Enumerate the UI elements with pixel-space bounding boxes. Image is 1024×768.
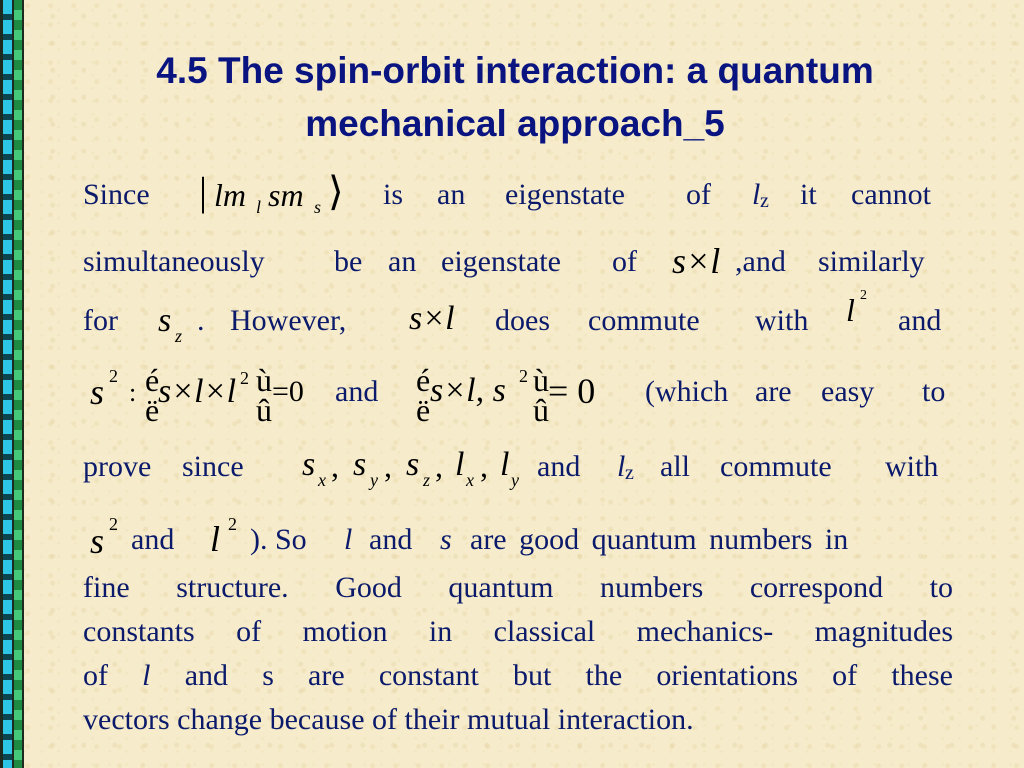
para-line-4: vectors change because of their mutual interaction. <box>83 703 694 736</box>
l2-symbol-2: l <box>210 519 221 559</box>
sy-sub: y <box>370 470 378 490</box>
commutator-1-expr: s×l×l <box>158 373 237 410</box>
lz-symbol-2: l <box>617 450 626 483</box>
word-it: it <box>800 178 817 211</box>
commutator-2-expr: s×l, s <box>430 372 506 409</box>
word-all: all <box>660 450 690 483</box>
word-be: be <box>334 245 363 278</box>
lz-sub-2: z <box>625 462 634 484</box>
word-so: ). So <box>250 523 307 556</box>
word-with: with <box>755 304 809 337</box>
sy-symbol: s <box>353 446 367 483</box>
sz-symbol-2: s <box>406 446 420 483</box>
bracket-2r-bottom: û <box>533 392 549 428</box>
para-line-3b: and s are constant but the orientations of these <box>150 659 953 692</box>
ket-lm-sub: l <box>256 197 262 217</box>
ket-right-angle: ⟩ <box>328 169 344 214</box>
lz-symbol: l <box>752 178 761 211</box>
ket-sm-sub: s <box>314 197 322 217</box>
word-is: is <box>383 178 404 211</box>
s2-sup: 2 <box>109 366 118 386</box>
commutator-2-sup: 2 <box>519 366 528 386</box>
ket-sm: sm <box>268 177 304 213</box>
commutator-1-sup: 2 <box>240 368 249 388</box>
para-line-3 <box>83 654 953 698</box>
para-l-symbol: l <box>142 659 151 692</box>
bracket-2-bottom: ë <box>416 392 431 428</box>
word-to: to <box>922 375 946 408</box>
para-line-2: constants of motion in classical mechanics- magnitudes <box>83 615 953 648</box>
l2-sup-2: 2 <box>228 514 237 534</box>
s-dot-l-2: s×l <box>409 300 455 337</box>
word-and-4: and <box>335 375 379 408</box>
s2-symbol: s <box>90 372 105 412</box>
comma-4: , <box>480 448 488 484</box>
word-which: (which <box>645 375 729 408</box>
stripe-cyan-band <box>3 0 12 768</box>
sx-symbol: s <box>302 446 316 483</box>
bracket-2-top: é <box>416 362 431 398</box>
word-does: does <box>495 304 550 337</box>
word-since-2: since <box>182 450 244 483</box>
title-line-1: 4.5 The spin-orbit interaction: a quantum <box>156 50 874 91</box>
word-however: However, <box>230 304 347 337</box>
word-and-comma: ,and <box>735 245 786 278</box>
sz-sub-2: z <box>423 470 431 490</box>
equals-zero-2: = 0 <box>548 371 596 411</box>
sz-sub: z <box>175 326 183 346</box>
ly-sub: y <box>511 470 519 490</box>
word-and-5: and <box>537 450 581 483</box>
equals-zero-1: =0 <box>272 375 304 408</box>
para-line-3a: of <box>83 659 143 692</box>
colon: : <box>129 378 137 407</box>
lz-sub: z <box>760 190 769 212</box>
word-with-2: with <box>885 450 939 483</box>
s-dot-l-1: s×l <box>672 241 721 281</box>
title-line-2: mechanical approach_5 <box>305 103 725 144</box>
word-and-6: and <box>131 523 175 556</box>
word-eigenstate-2: eigenstate <box>441 245 561 278</box>
s2-sup-2: 2 <box>109 514 118 534</box>
word-an: an <box>437 178 466 211</box>
word-similarly: similarly <box>818 245 925 278</box>
left-decorative-stripe <box>0 0 24 768</box>
stripe-green-band <box>14 0 22 768</box>
lx-symbol: l <box>455 446 465 483</box>
word-and-3: and <box>898 304 942 337</box>
ket-left-bar: | <box>199 169 208 214</box>
comma-2: , <box>384 448 392 484</box>
s2-symbol-2: s <box>90 521 105 561</box>
comma-1: , <box>331 448 339 484</box>
bracket-2r-top: ù <box>533 362 549 398</box>
word-and-7: and <box>369 523 413 556</box>
word-easy: easy <box>821 375 875 408</box>
bracket-1r-bottom: û <box>256 392 272 428</box>
closing-paragraph <box>83 566 953 742</box>
symbol-l: l <box>344 523 353 556</box>
l2-symbol: l <box>846 292 855 328</box>
word-commute-2: commute <box>720 450 832 483</box>
symbol-s: s <box>440 523 452 556</box>
para-line-1: fine structure. Good quantum numbers correspond to <box>83 571 953 604</box>
word-since: Since <box>83 178 150 211</box>
word-simultaneously: simultaneously <box>83 245 265 278</box>
bracket-1-bottom: ë <box>145 392 160 428</box>
word-of: of <box>686 178 711 211</box>
word-for: for <box>83 304 118 337</box>
word-an-2: an <box>388 245 417 278</box>
bracket-1r-top: ù <box>256 362 272 398</box>
word-prove: prove <box>83 450 152 483</box>
l2-sup: 2 <box>860 288 867 303</box>
word-cannot: cannot <box>851 178 931 211</box>
ly-symbol: l <box>500 446 510 483</box>
period: . <box>197 304 205 337</box>
word-are: are <box>755 375 792 408</box>
phrase-good-quantum: are good quantum numbers in <box>470 523 849 556</box>
comma-3: , <box>435 448 443 484</box>
sz-symbol: s <box>158 302 172 339</box>
word-eigenstate: eigenstate <box>505 178 625 211</box>
word-of-2: of <box>612 245 637 278</box>
lx-sub: x <box>466 470 474 490</box>
sx-sub: x <box>318 470 326 490</box>
ket-lm: lm <box>214 177 246 213</box>
bracket-1-top: é <box>145 362 160 398</box>
slide-title <box>40 44 990 150</box>
word-commute: commute <box>588 304 700 337</box>
